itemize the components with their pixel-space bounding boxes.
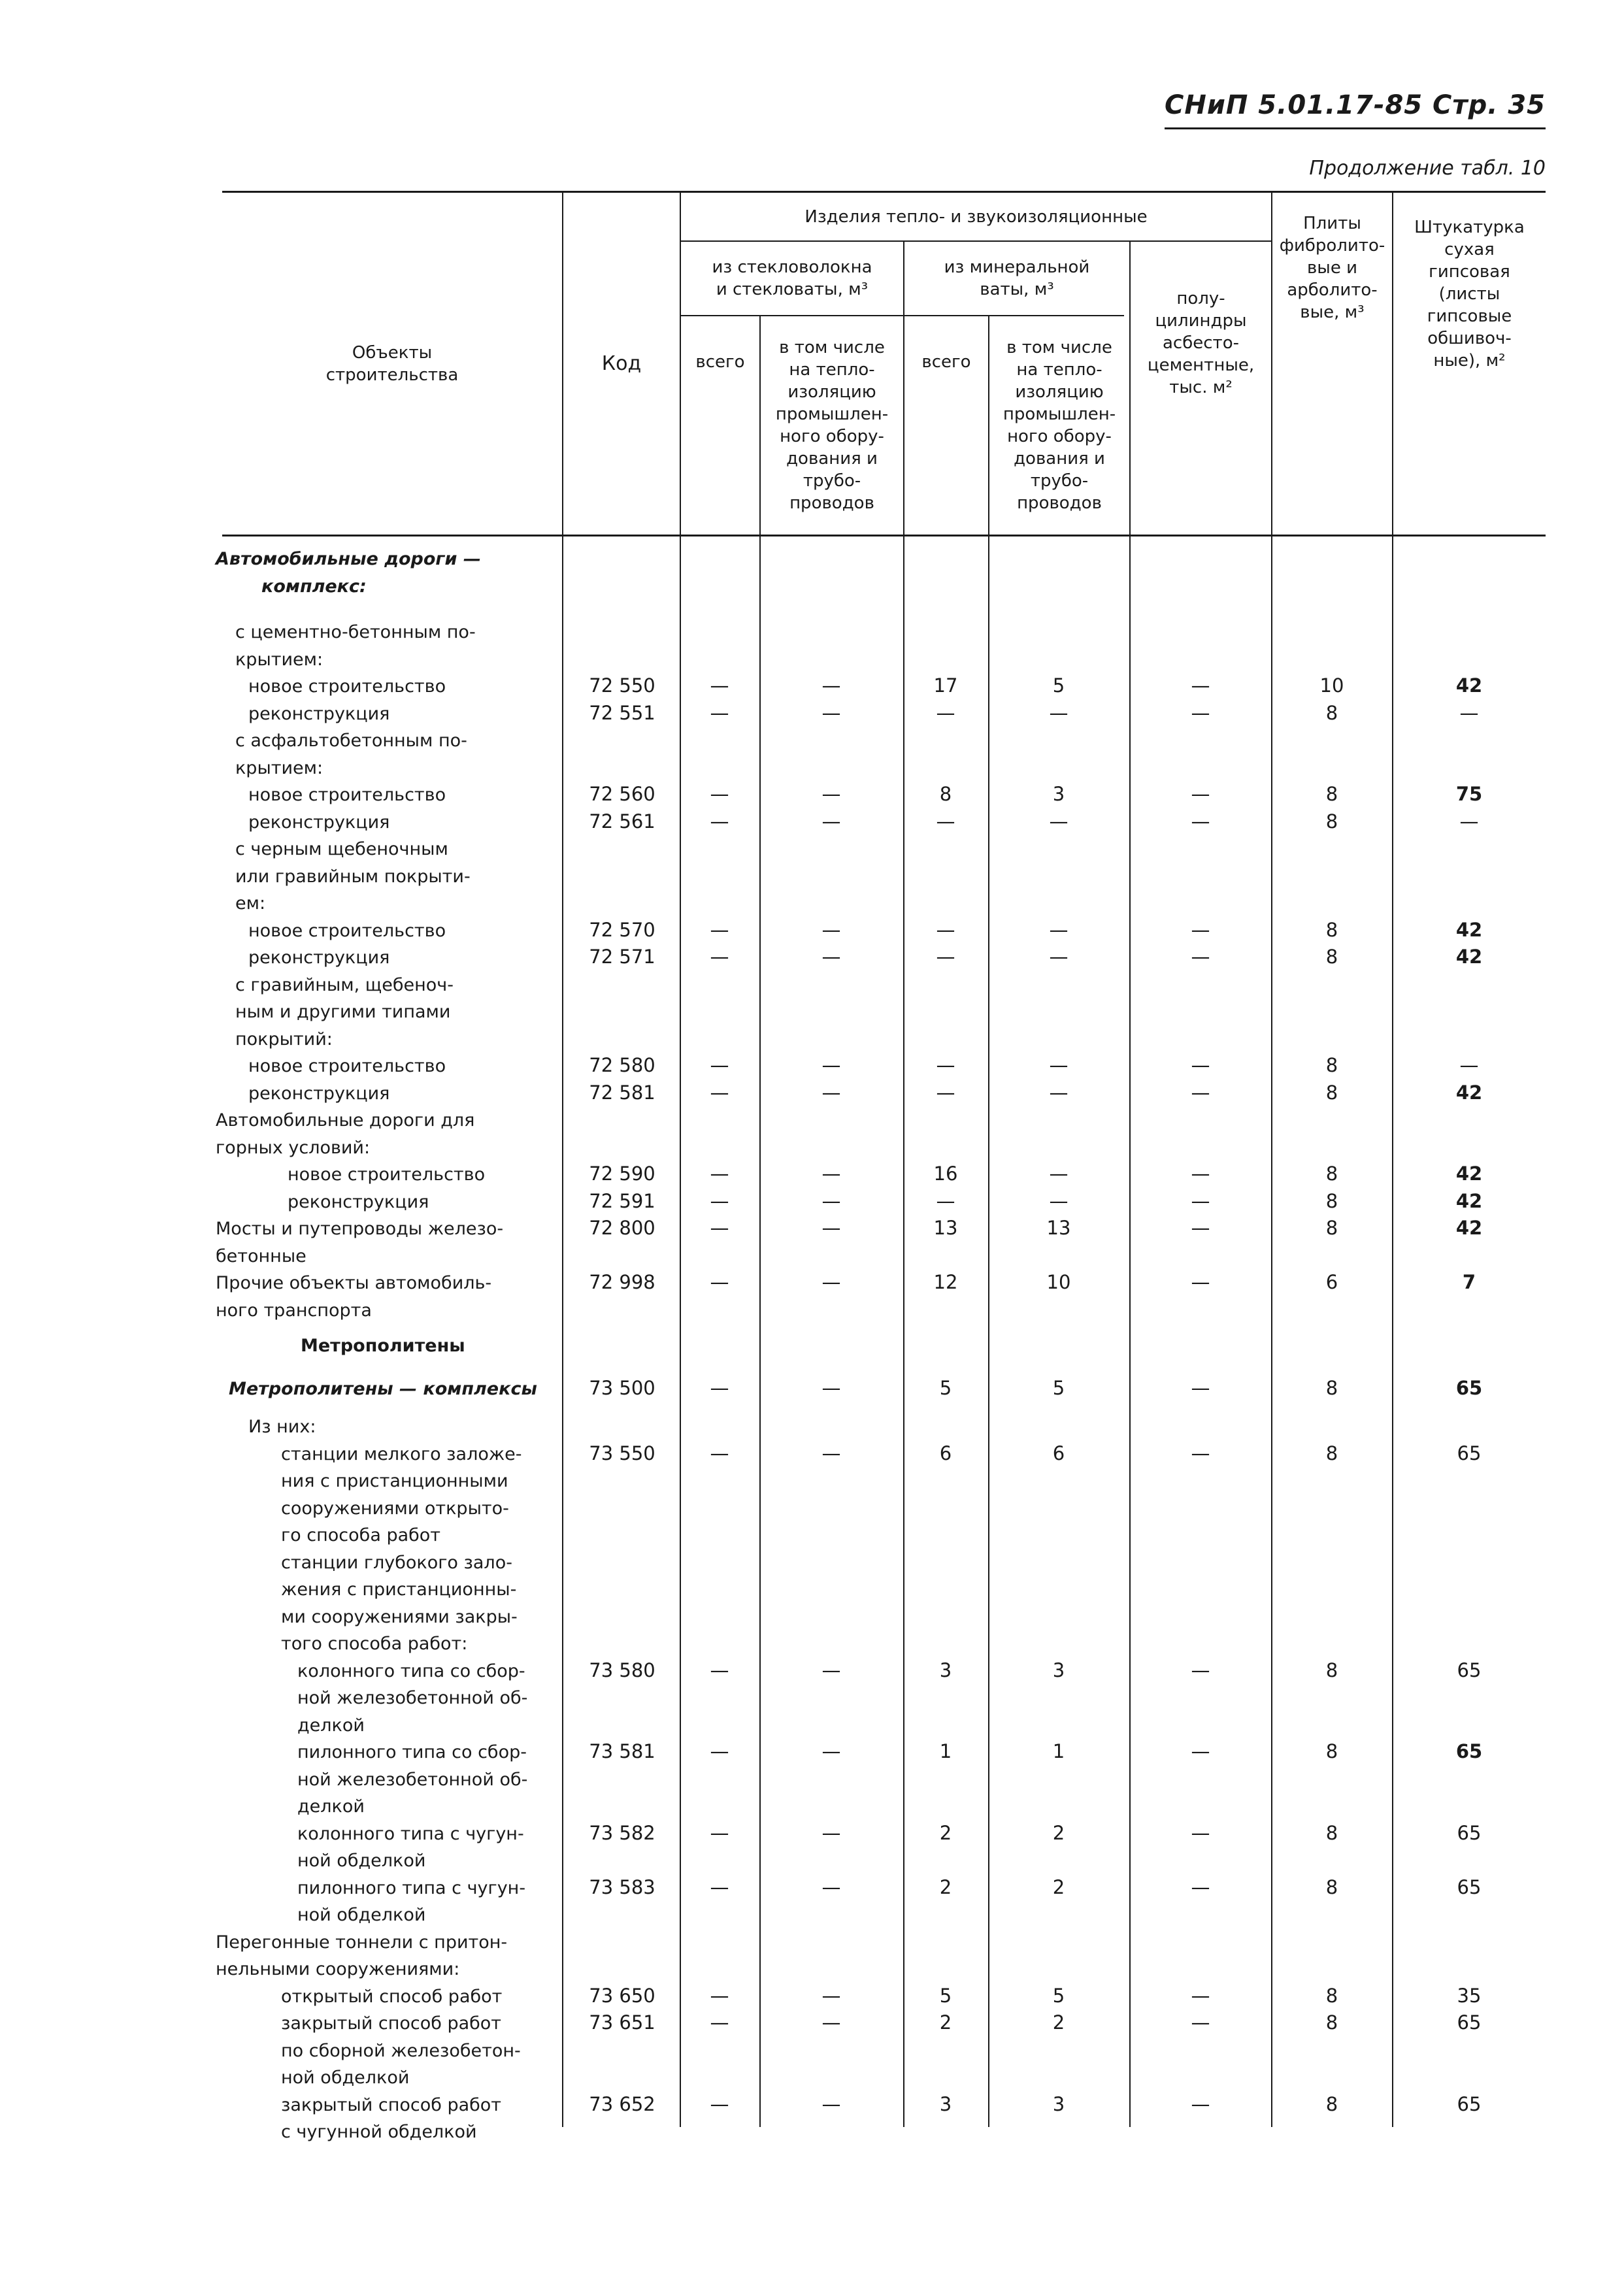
row-value: — (936, 946, 955, 968)
row-value: 42 (1455, 674, 1483, 697)
row-label: того способа работ: (281, 1634, 468, 1654)
row-code: 72 550 (589, 674, 655, 697)
row-value: 6 (939, 1442, 952, 1464)
header-half-cylinders: полу- цилиндры асбесто- цементные, тыс. м² (1147, 289, 1255, 397)
row-value: 8 (1325, 1442, 1338, 1464)
row-code: 72 560 (589, 783, 655, 806)
row-value: 65 (1457, 2092, 1482, 2115)
row-value: 1 (939, 1740, 952, 1762)
row-value: 12 (933, 1271, 958, 1294)
row-label: ного транспорта (216, 1300, 372, 1321)
row-value: — (821, 1442, 841, 1464)
row-value: — (1191, 2092, 1210, 2115)
row-code: 73 581 (589, 1740, 655, 1762)
row-value: — (710, 946, 729, 968)
row-value: 3 (939, 2092, 952, 2115)
row-label: новое строительство (288, 1164, 486, 1185)
row-label: колонного типа с чугун- (297, 1823, 524, 1844)
row-value: — (1049, 918, 1069, 941)
row-label: Метрополитены (301, 1335, 465, 1356)
divider-mineral-right (1129, 242, 1131, 2127)
row-value: — (1049, 1163, 1069, 1185)
row-label: ем: (235, 893, 266, 914)
row-value: — (821, 1081, 841, 1104)
row-value: — (1191, 1658, 1210, 1681)
row-value: 8 (1325, 2011, 1338, 2034)
row-label: реконструкция (248, 812, 390, 833)
row-value: 10 (1319, 674, 1344, 697)
row-value: — (821, 1189, 841, 1212)
row-label: с асфальтобетонным по- (235, 731, 467, 751)
row-value: — (1191, 1740, 1210, 1762)
row-label: покрытий: (235, 1029, 333, 1049)
row-value: — (821, 674, 841, 697)
row-code: 72 561 (589, 810, 655, 833)
row-value: — (821, 1984, 841, 2007)
row-code: 73 650 (589, 1984, 655, 2007)
row-label: по сборной железобетон- (281, 2040, 521, 2061)
row-code: 72 581 (589, 1081, 655, 1104)
row-label: бетонные (216, 1245, 307, 1266)
row-value: 8 (1325, 1658, 1338, 1681)
row-value: — (936, 701, 955, 724)
row-code: 72 570 (589, 918, 655, 941)
row-value: — (821, 1875, 841, 1898)
row-value: — (821, 1740, 841, 1762)
row-value: 8 (1325, 2092, 1338, 2115)
row-value: — (821, 1217, 841, 1240)
row-code: 73 652 (589, 2092, 655, 2115)
row-value: — (1191, 1984, 1210, 2007)
row-value: 8 (939, 783, 952, 806)
row-value: 3 (1052, 2092, 1065, 2115)
header-objects: Объекты строительства (325, 342, 459, 385)
row-label: реконструкция (248, 948, 390, 968)
row-label: нельными сооружениями: (216, 1959, 460, 1979)
row-value: 3 (1052, 1658, 1065, 1681)
row-value: — (1191, 1442, 1210, 1464)
row-value: 65 (1455, 1740, 1483, 1762)
row-label: открытый способ работ (281, 1986, 503, 2007)
row-value: 2 (1052, 2011, 1065, 2034)
row-label: Перегонные тоннели с притон- (216, 1932, 508, 1953)
row-value: — (1191, 1217, 1210, 1240)
row-label: станции глубокого зало- (281, 1552, 512, 1573)
divider-plates-right (1392, 193, 1393, 2127)
row-value: 8 (1325, 1054, 1338, 1077)
row-label: закрытый способ работ (281, 2094, 502, 2115)
row-value: — (1459, 810, 1479, 833)
divider-glass-right (903, 242, 904, 2127)
row-code: 72 998 (589, 1271, 655, 1294)
row-value: — (710, 2011, 729, 2034)
row-value: 2 (939, 1875, 952, 1898)
row-label: закрытый способ работ (281, 2013, 502, 2034)
row-value: — (710, 1271, 729, 1294)
row-label: комплекс: (261, 576, 367, 597)
continuation-label: Продолжение табл. 10 (1309, 157, 1546, 180)
row-label: крытием: (235, 649, 323, 670)
row-value: 10 (1046, 1271, 1071, 1294)
row-label: с гравийным, щебеноч- (235, 974, 454, 995)
row-value: 75 (1455, 783, 1483, 806)
header-mineral-group: из минеральной ваты, м³ (944, 257, 1090, 299)
row-value: — (821, 1271, 841, 1294)
header-glass-total: всего (695, 352, 745, 372)
row-value: — (821, 2011, 841, 2034)
row-value: — (710, 1376, 729, 1399)
row-value: 8 (1325, 810, 1338, 833)
row-value: 6 (1052, 1442, 1065, 1464)
row-value: 65 (1457, 1442, 1482, 1464)
row-label: ной железобетонной об- (297, 1688, 528, 1708)
header-glass-incl: в том числе на тепло- изоляцию промышлен- ного обору- дования и трубо- проводов (775, 338, 889, 513)
row-value: — (1191, 1189, 1210, 1212)
row-value: — (821, 1658, 841, 1681)
row-value: 13 (933, 1217, 958, 1240)
row-value: — (821, 701, 841, 724)
row-label: го способа работ (281, 1525, 441, 1545)
row-value: 2 (1052, 1821, 1065, 1844)
row-value: 2 (939, 2011, 952, 2034)
row-value: — (1191, 918, 1210, 941)
row-code: 73 500 (589, 1376, 655, 1399)
row-label: пилонного типа со сбор- (297, 1742, 527, 1762)
row-value: 8 (1325, 918, 1338, 941)
row-label: жения с пристанционны- (281, 1579, 517, 1600)
row-value: 5 (1052, 674, 1065, 697)
row-label: ной обделкой (281, 2068, 410, 2088)
row-value: — (1191, 1271, 1210, 1294)
row-value: — (1049, 1081, 1069, 1104)
row-value: — (710, 1081, 729, 1104)
divider-mineral-split (988, 316, 989, 2127)
row-value: 65 (1457, 1875, 1482, 1898)
row-label: с черным щебеночным (235, 839, 448, 860)
row-value: 8 (1325, 1217, 1338, 1240)
row-value: 7 (1462, 1271, 1476, 1294)
row-label: Мосты и путепроводы железо- (216, 1219, 504, 1240)
row-label: пилонного типа с чугун- (297, 1877, 526, 1898)
row-value: — (1459, 701, 1479, 724)
row-value: — (710, 1821, 729, 1844)
row-value: — (1191, 701, 1210, 724)
row-label: делкой (297, 1715, 365, 1736)
row-label: новое строительство (248, 920, 446, 941)
row-value: — (1459, 1054, 1479, 1077)
page-header: СНиП 5.01.17-85 Стр. 35 (1165, 90, 1546, 120)
row-label: Автомобильные дороги — (216, 549, 481, 569)
row-value: 8 (1325, 1163, 1338, 1185)
row-value: 8 (1325, 1740, 1338, 1762)
row-label: горных условий: (216, 1137, 371, 1158)
row-code: 73 651 (589, 2011, 655, 2034)
row-value: 5 (939, 1376, 952, 1399)
row-value: — (1049, 1189, 1069, 1212)
row-label: Метрополитены — комплексы (229, 1378, 537, 1399)
divider-halfcyl-right (1271, 193, 1272, 2127)
row-label: крытием: (235, 757, 323, 778)
row-label: колонного типа со сбор- (297, 1660, 525, 1681)
row-value: — (1049, 810, 1069, 833)
row-value: 42 (1455, 1217, 1483, 1240)
row-value: — (710, 1442, 729, 1464)
row-code: 73 583 (589, 1875, 655, 1898)
row-value: 65 (1457, 2011, 1482, 2034)
row-label: Автомобильные дороги для (216, 1110, 475, 1131)
row-label: станции мелкого заложе- (281, 1443, 522, 1464)
row-value: — (821, 918, 841, 941)
row-value: — (1191, 2011, 1210, 2034)
row-label: реконструкция (248, 703, 390, 724)
row-code: 73 582 (589, 1821, 655, 1844)
row-value: — (1191, 674, 1210, 697)
row-value: — (936, 1189, 955, 1212)
divider-glass-split (759, 316, 761, 2127)
row-value: — (1191, 783, 1210, 806)
row-label: или гравийным покрыти- (235, 866, 471, 887)
row-value: — (821, 946, 841, 968)
row-value: 65 (1457, 1821, 1482, 1844)
row-code: 73 580 (589, 1658, 655, 1681)
row-value: — (1191, 946, 1210, 968)
header-code: Код (601, 352, 642, 375)
row-value: — (821, 810, 841, 833)
row-value: 8 (1325, 1984, 1338, 2007)
row-value: — (710, 810, 729, 833)
row-value: 2 (939, 1821, 952, 1844)
row-value: 13 (1046, 1217, 1071, 1240)
row-label: ми сооружениями закры- (281, 1606, 518, 1627)
row-label: делкой (297, 1796, 365, 1817)
row-value: 8 (1325, 701, 1338, 724)
row-label: с чугунной обделкой (281, 2122, 477, 2142)
header-insulation-group: Изделия тепло- и звукоизоляционные (804, 206, 1148, 227)
row-value: — (1191, 1875, 1210, 1898)
row-code: 72 591 (589, 1189, 655, 1212)
row-value: 35 (1457, 1984, 1482, 2007)
row-value: — (1049, 946, 1069, 968)
header-plates: Плиты фибролито- вые и арболито- вые, м³ (1279, 214, 1385, 322)
row-value: — (821, 1054, 841, 1077)
row-value: — (710, 2092, 729, 2115)
row-value: — (1191, 810, 1210, 833)
row-value: — (710, 701, 729, 724)
row-value: 42 (1455, 946, 1483, 968)
row-label: ным и другими типами (235, 1002, 451, 1023)
row-value: 8 (1325, 1376, 1338, 1399)
row-value: 65 (1455, 1376, 1483, 1399)
row-value: — (936, 918, 955, 941)
row-value: — (936, 810, 955, 833)
row-value: — (821, 783, 841, 806)
row-label: новое строительство (248, 676, 446, 697)
row-value: — (1191, 1081, 1210, 1104)
row-value: 1 (1052, 1740, 1065, 1762)
header-plaster: Штукатурка сухая гипсовая (листы гипсовые обшивоч- ные), м² (1414, 218, 1525, 371)
row-value: 5 (939, 1984, 952, 2007)
row-value: — (1191, 1376, 1210, 1399)
row-value: — (1191, 1163, 1210, 1185)
row-value: 5 (1052, 1984, 1065, 2007)
row-value: — (710, 1740, 729, 1762)
row-value: — (1191, 1054, 1210, 1077)
row-label: ной обделкой (297, 1851, 426, 1871)
row-value: — (936, 1081, 955, 1104)
row-code: 72 551 (589, 701, 655, 724)
row-label: ной железобетонной об- (297, 1769, 528, 1790)
row-value: — (710, 1163, 729, 1185)
row-value: 8 (1325, 1189, 1338, 1212)
row-value: 42 (1455, 1081, 1483, 1104)
row-label: ния с пристанционными (281, 1471, 508, 1491)
row-value: 42 (1455, 1189, 1483, 1212)
row-value: — (710, 674, 729, 697)
row-value: — (710, 1189, 729, 1212)
row-value: 8 (1325, 1875, 1338, 1898)
row-value: — (710, 1054, 729, 1077)
row-value: — (710, 783, 729, 806)
row-value: — (1191, 1821, 1210, 1844)
row-value: — (710, 918, 729, 941)
row-value: 3 (939, 1658, 952, 1681)
row-value: — (821, 1163, 841, 1185)
row-value: — (710, 1984, 729, 2007)
row-value: 2 (1052, 1875, 1065, 1898)
row-value: 42 (1455, 918, 1483, 941)
row-label: Из них: (248, 1417, 316, 1437)
row-value: — (821, 1376, 841, 1399)
row-label: реконструкция (248, 1083, 390, 1104)
row-value: — (710, 1875, 729, 1898)
row-code: 72 800 (589, 1217, 655, 1240)
row-label: с цементно-бетонным по- (235, 622, 476, 643)
row-value: 5 (1052, 1376, 1065, 1399)
header-mineral-total: всего (921, 352, 971, 372)
row-code: 72 580 (589, 1054, 655, 1077)
row-value: 42 (1455, 1163, 1483, 1185)
row-value: 16 (933, 1163, 958, 1185)
row-value: 8 (1325, 1821, 1338, 1844)
row-label: сооружениями открыто- (281, 1498, 509, 1519)
table-header-bottom-rule (222, 535, 1546, 536)
row-label: ной обделкой (297, 1905, 426, 1925)
header-mineral-incl: в том числе на тепло- изоляцию промышлен- ного обору- дования и трубо- проводов (1003, 338, 1116, 513)
row-value: — (821, 1821, 841, 1844)
row-value: 3 (1052, 783, 1065, 806)
row-value: 8 (1325, 783, 1338, 806)
row-value: — (1049, 1054, 1069, 1077)
row-code: 72 571 (589, 946, 655, 968)
row-value: — (710, 1217, 729, 1240)
row-value: — (936, 1054, 955, 1077)
row-value: 8 (1325, 1081, 1338, 1104)
header-glass-group: из стекловолокна и стекловаты, м³ (712, 257, 872, 299)
row-label: Прочие объекты автомобиль- (216, 1273, 492, 1294)
row-value: — (710, 1658, 729, 1681)
row-value: 6 (1325, 1271, 1338, 1294)
row-label: новое строительство (248, 1056, 446, 1077)
row-value: 17 (933, 674, 958, 697)
row-code: 72 590 (589, 1163, 655, 1185)
row-label: новое строительство (248, 785, 446, 806)
row-value: 8 (1325, 946, 1338, 968)
row-value: — (1049, 701, 1069, 724)
row-label: реконструкция (288, 1191, 429, 1212)
row-value: — (821, 2092, 841, 2115)
row-value: 65 (1457, 1658, 1482, 1681)
row-code: 73 550 (589, 1442, 655, 1464)
